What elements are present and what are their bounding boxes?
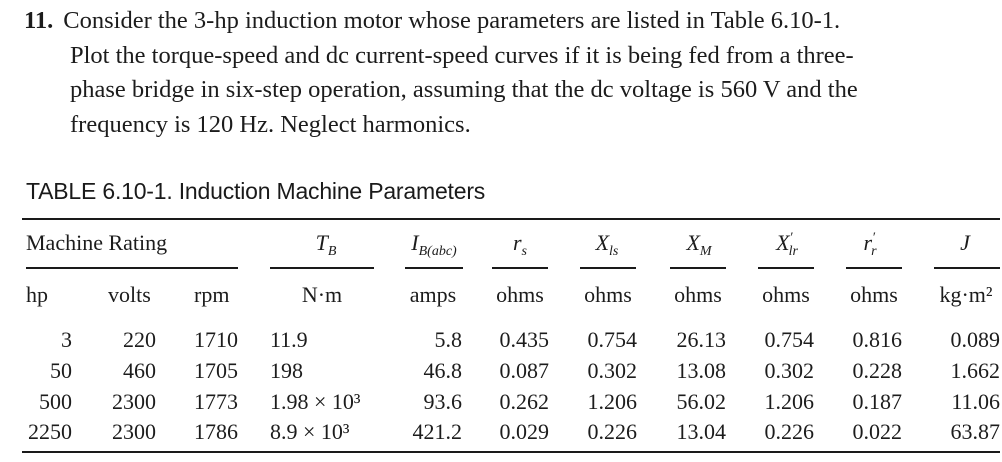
cell-rr: 0.816 — [852, 327, 902, 352]
cell-j: 0.089 — [950, 327, 1000, 352]
cell-j: 11.06 — [951, 389, 1000, 414]
cell-rs: 0.262 — [499, 389, 549, 414]
unit-tb: N·m — [301, 282, 343, 307]
cell-xls: 0.226 — [587, 419, 637, 444]
header-rule-rs — [492, 267, 548, 269]
unit-xlr: ohms — [762, 282, 810, 307]
table-row — [0, 358, 1002, 388]
machine-rating-header: Machine Rating — [26, 230, 168, 255]
cell-hp: 50 — [50, 358, 72, 383]
unit-hp: hp — [26, 282, 48, 307]
cell-xm: 13.04 — [676, 419, 726, 444]
rs-symbol: $r_s$ — [512, 230, 527, 259]
header-rule-rr — [846, 267, 902, 269]
cell-rs: 0.435 — [499, 327, 549, 352]
cell-xm: 56.02 — [676, 389, 726, 414]
cell-rpm: 1786 — [194, 419, 238, 444]
problem-line-4: frequency is 120 Hz. Neglect harmonics. — [70, 110, 471, 138]
unit-xm: ohms — [674, 282, 722, 307]
header-rule-j — [934, 267, 1000, 269]
unit-rr: ohms — [850, 282, 898, 307]
problem-line-2: Plot the torque-speed and dc current-speed curves if it is being fed from a three- — [70, 41, 854, 69]
cell-xls: 1.206 — [587, 389, 637, 414]
problem-number: 11. — [24, 7, 54, 34]
table-row — [0, 419, 1002, 449]
problem-text-1: Consider the 3-hp induction motor whose parameters are listed in Table 6.10-1. — [63, 7, 841, 34]
problem-statement — [24, 4, 1000, 142]
header-rule-xls — [580, 267, 636, 269]
cell-rpm: 1705 — [194, 358, 238, 383]
unit-volts: volts — [108, 282, 151, 307]
table-bottom-rule — [22, 451, 1000, 453]
tb-symbol: $T_B$ — [315, 230, 337, 259]
cell-tb: 198 — [270, 358, 303, 383]
cell-volts: 2300 — [112, 389, 156, 414]
cell-ib: 46.8 — [423, 358, 462, 383]
cell-j: 1.662 — [950, 358, 1000, 383]
cell-hp: 2250 — [28, 419, 72, 444]
cell-rpm: 1710 — [194, 327, 238, 352]
cell-xls: 0.754 — [587, 327, 637, 352]
cell-hp: 500 — [39, 389, 72, 414]
cell-tb: 1.98 × 10³ — [270, 389, 361, 414]
ib-symbol: $I_{B(abc)}$ — [411, 230, 457, 259]
table-top-rule — [22, 218, 1000, 220]
cell-volts: 460 — [123, 358, 156, 383]
unit-rs: ohms — [496, 282, 544, 307]
rr-symbol: $r'_r$ — [863, 230, 877, 259]
cell-xlr: 0.302 — [764, 358, 814, 383]
cell-ib: 421.2 — [412, 419, 462, 444]
cell-rr: 0.187 — [852, 389, 902, 414]
cell-volts: 220 — [123, 327, 156, 352]
j-symbol: J — [960, 230, 970, 255]
table-row — [0, 327, 1002, 357]
unit-ib: amps — [409, 282, 457, 307]
problem-line-1 — [24, 4, 1000, 39]
cell-xlr: 0.754 — [764, 327, 814, 352]
header-rule-xm — [670, 267, 726, 269]
cell-rs: 0.087 — [499, 358, 549, 383]
table-caption: TABLE 6.10-1. Induction Machine Parameters — [26, 178, 486, 204]
cell-xm: 13.08 — [676, 358, 726, 383]
header-rule-xlr — [758, 267, 814, 269]
problem-line-3: phase bridge in six-step operation, assuming that the dc voltage is 560 V and the — [70, 76, 858, 103]
cell-volts: 2300 — [112, 419, 156, 444]
cell-xlr: 1.206 — [764, 389, 814, 414]
table-row — [0, 389, 1002, 419]
cell-ib: 93.6 — [423, 389, 462, 414]
cell-rs: 0.029 — [499, 419, 549, 444]
cell-ib: 5.8 — [434, 327, 462, 352]
xm-symbol: $X_M$ — [686, 230, 712, 259]
unit-rpm: rpm — [194, 282, 230, 307]
header-rule-ib — [405, 267, 463, 269]
cell-j: 63.87 — [950, 419, 1000, 444]
cell-xm: 26.13 — [676, 327, 726, 352]
cell-hp: 3 — [61, 327, 72, 352]
unit-j: kg·m² — [939, 282, 993, 307]
cell-rpm: 1773 — [194, 389, 238, 414]
cell-tb: 8.9 × 10³ — [270, 419, 350, 444]
cell-xls: 0.302 — [587, 358, 637, 383]
cell-tb: 11.9 — [270, 327, 308, 352]
cell-rr: 0.022 — [852, 419, 902, 444]
unit-xls: ohms — [584, 282, 632, 307]
xls-symbol: $X_{ls}$ — [595, 230, 619, 259]
cell-rr: 0.228 — [852, 358, 902, 383]
cell-xlr: 0.226 — [764, 419, 814, 444]
header-rule-rating — [26, 267, 238, 269]
xlr-symbol: $X'_{lr}$ — [776, 230, 798, 259]
header-rule-tb — [270, 267, 374, 269]
